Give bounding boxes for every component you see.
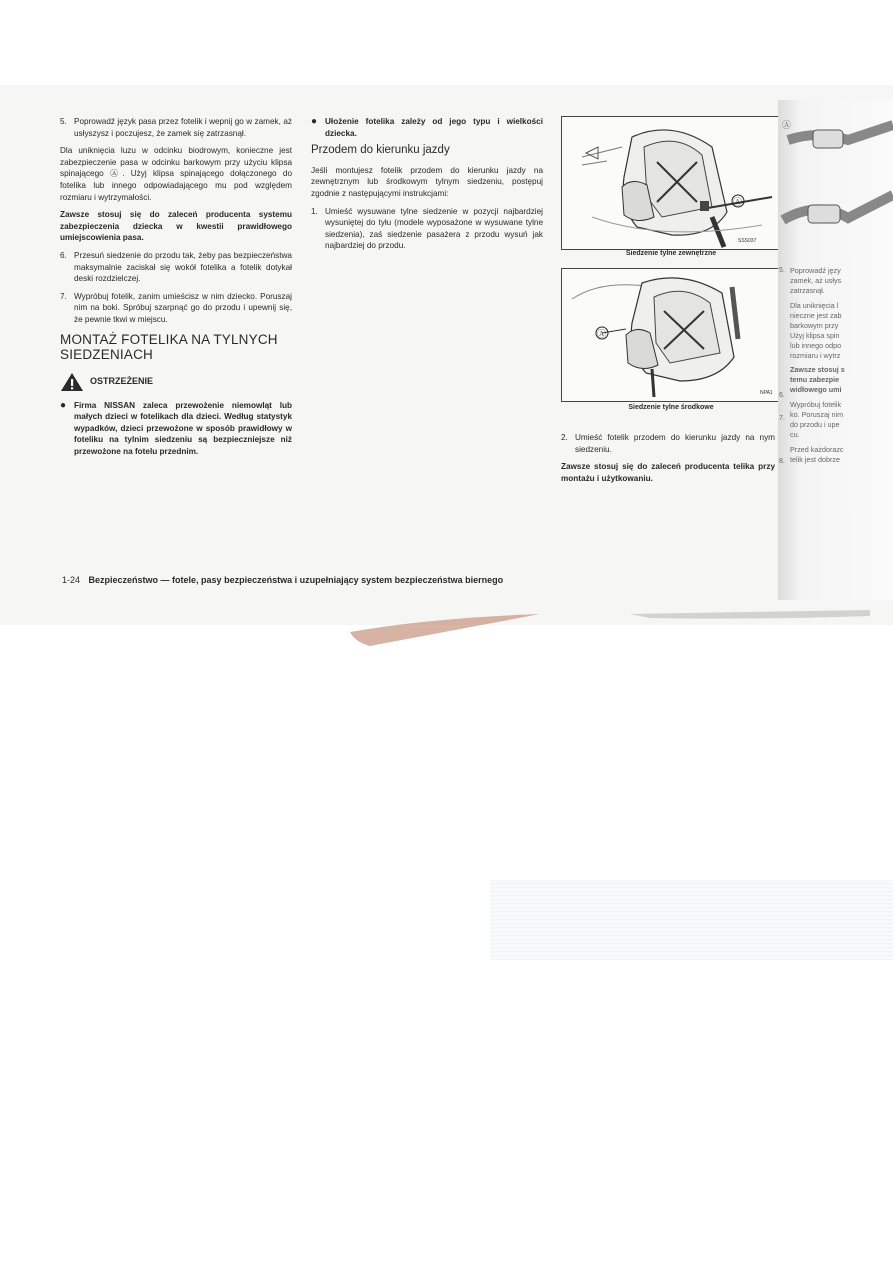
- buckle-illustration: [778, 100, 893, 250]
- text-fragment: barkowym przy: [790, 321, 839, 330]
- step-5: [60, 116, 292, 139]
- warning-bullet: [60, 400, 292, 458]
- section-title-line: SIEDZENIACH: [60, 346, 153, 362]
- text-fragment: do przodu i upe: [790, 420, 840, 429]
- warning-header: [60, 372, 292, 392]
- middle-column: [311, 116, 543, 258]
- manufacturer-note: Zawsze stosuj się do zaleceń producenta telika przy montażu i użytkowaniu.: [561, 462, 775, 483]
- text-fragment: Wypróbuj fotelik: [790, 400, 842, 409]
- seat-type-text: Ułożenie fotelika zależy od jego typu i wielkości dziecka.: [325, 117, 543, 138]
- next-page-step-numbers: [779, 266, 785, 467]
- text-fragment: cu.: [790, 430, 800, 439]
- page-edge-shadow: [350, 610, 870, 660]
- clip-paragraph: Dla uniknięcia luzu w odcinku biodrowym, konieczne jest zabezpieczenie pasa w odcinku barkowym przy użyciu klipsa spinającego Ⓐ. Użyj klipsa spinającego dołączonego do fotelika lub innego odpowiadającego mu pod względem rozmiaru i wytrzymałości.: [60, 146, 292, 202]
- intro-paragraph: Jeśli montujesz fotelik przodem do kierunku jazdy na zewnętrznym lub środkowym tylnym siedzeniu, postępuj zgodnie z następującymi instrukcjami:: [311, 165, 543, 198]
- text-fragment: Użyj klipsa spin: [790, 331, 840, 340]
- next-page-marker: Ⓐ: [782, 120, 792, 130]
- next-page-edge: [778, 100, 893, 600]
- bullet-dot-icon: ●: [311, 116, 318, 127]
- step-text: Przesuń siedzenie do przodu tak, żeby pas bezpieczeństwa maksymalnie zaciskał się wokół fotelika a fotelik dotykał deski rozdzielczej.: [74, 250, 292, 284]
- text-fragment: temu zabezpie: [790, 375, 840, 384]
- section-title-line: MONTAŻ FOTELIKA NA TYLNYCH: [60, 331, 278, 347]
- page-footer: [62, 575, 503, 585]
- text-fragment: zamek, aż usłys: [790, 276, 842, 285]
- step-number: 7.: [60, 291, 67, 301]
- step-1: [311, 206, 543, 252]
- child-seat-outboard-illustration: [562, 117, 782, 249]
- warning-text: Firma NISSAN zaleca przewożenie niemowląt lub małych dzieci w fotelikach dla dzieci. Według statystyk wypadków, dzieci przewożone w sposób prawidłowy w foteliku na tylnim siedzeniu są bezpieczniejsze niż przewożone na fotelu przednim.: [74, 400, 292, 456]
- text-fragment: Przed każdorazc: [790, 445, 844, 454]
- figure-center-seat: [561, 268, 783, 402]
- text-fragment: ko. Poruszaj nim: [790, 410, 844, 419]
- scan-glare: [490, 880, 893, 960]
- text-fragment: Dla uniknięcia l: [790, 301, 839, 310]
- section-title: [60, 332, 292, 362]
- seat-type-bullet: [311, 116, 543, 139]
- callout-a-marker: Ⓐ: [733, 197, 743, 207]
- step-text: Poprowadź język pasa przez fotelik i wepnij go w zamek, aż usłyszysz i poczujesz, że zamek się zatrzasnął.: [74, 117, 292, 138]
- text-fragment: widłowego umi: [790, 385, 842, 394]
- figure-code: NPA1: [760, 390, 773, 396]
- right-column: [561, 432, 775, 490]
- left-column: [60, 116, 292, 463]
- step-number: 1.: [311, 206, 318, 216]
- subheading: Przodem do kierunku jazdy: [311, 144, 450, 157]
- step-number: 6.: [779, 392, 785, 399]
- step-number: 7.: [779, 415, 785, 422]
- next-page-text: [778, 266, 893, 465]
- warning-triangle-icon: [60, 372, 84, 392]
- figure-code: SSS037: [738, 238, 757, 244]
- text-fragment: zatrzasnął.: [790, 286, 825, 295]
- step-text: Umieść wysuwane tylne siedzenie w pozycji najbardziej wysuniętej do tyłu (modele wyposażone w wysuwane tylne siedzenia), zaś siedzenie pasażera z przodu wysuń jak najbardziej do przodu.: [325, 206, 543, 251]
- child-seat-center-illustration: [562, 269, 782, 401]
- figure-outboard-seat: [561, 116, 783, 250]
- text-fragment: telik jest dobrze: [790, 455, 840, 464]
- figure1-caption: Siedzenie tylne zewnętrzne: [625, 250, 717, 257]
- step-number: 2.: [561, 433, 568, 442]
- text-fragment: nieczne jest zab: [790, 311, 842, 320]
- footer-title: Bezpieczeństwo — fotele, pasy bezpieczeństwa i uzupełniający system bezpieczeństwa biernego: [88, 575, 504, 585]
- step-7: [60, 291, 292, 326]
- warning-label: OSTRZEŻENIE: [90, 375, 154, 386]
- text-fragment: lub innego odpo: [790, 341, 842, 350]
- text-fragment: rozmiaru i wytrz: [790, 351, 841, 360]
- page-number: 1-24: [62, 575, 81, 585]
- step-2: [561, 432, 775, 455]
- step-number: 6.: [60, 250, 67, 260]
- step-text: Umieść fotelik przodem do kierunku jazdy na nym siedzeniu.: [575, 433, 775, 454]
- figure2-caption: Siedzenie tylne środkowe: [628, 404, 714, 411]
- step-number: 5.: [779, 267, 785, 274]
- text-fragment: Zawsze stosuj s: [790, 365, 845, 374]
- step-text: Wypróbuj fotelik, zanim umieścisz w nim dziecko. Poruszaj nim na boki. Spróbuj szarpnąć go do przodu i upewnij się, że pewnie tkwi w miejscu.: [74, 291, 292, 324]
- bullet-dot-icon: ●: [60, 399, 67, 411]
- callout-a-marker: Ⓐ: [597, 329, 607, 339]
- step-number: 5.: [60, 117, 67, 126]
- step-6: [60, 250, 292, 285]
- text-fragment: Poprowadź języ: [790, 266, 841, 275]
- step-number: 8.: [779, 458, 785, 465]
- manufacturer-note: Zawsze stosuj się do zaleceń producenta systemu zabezpieczenia dziecka w kwestii prawidłowego umiejscowienia pasa.: [60, 210, 292, 243]
